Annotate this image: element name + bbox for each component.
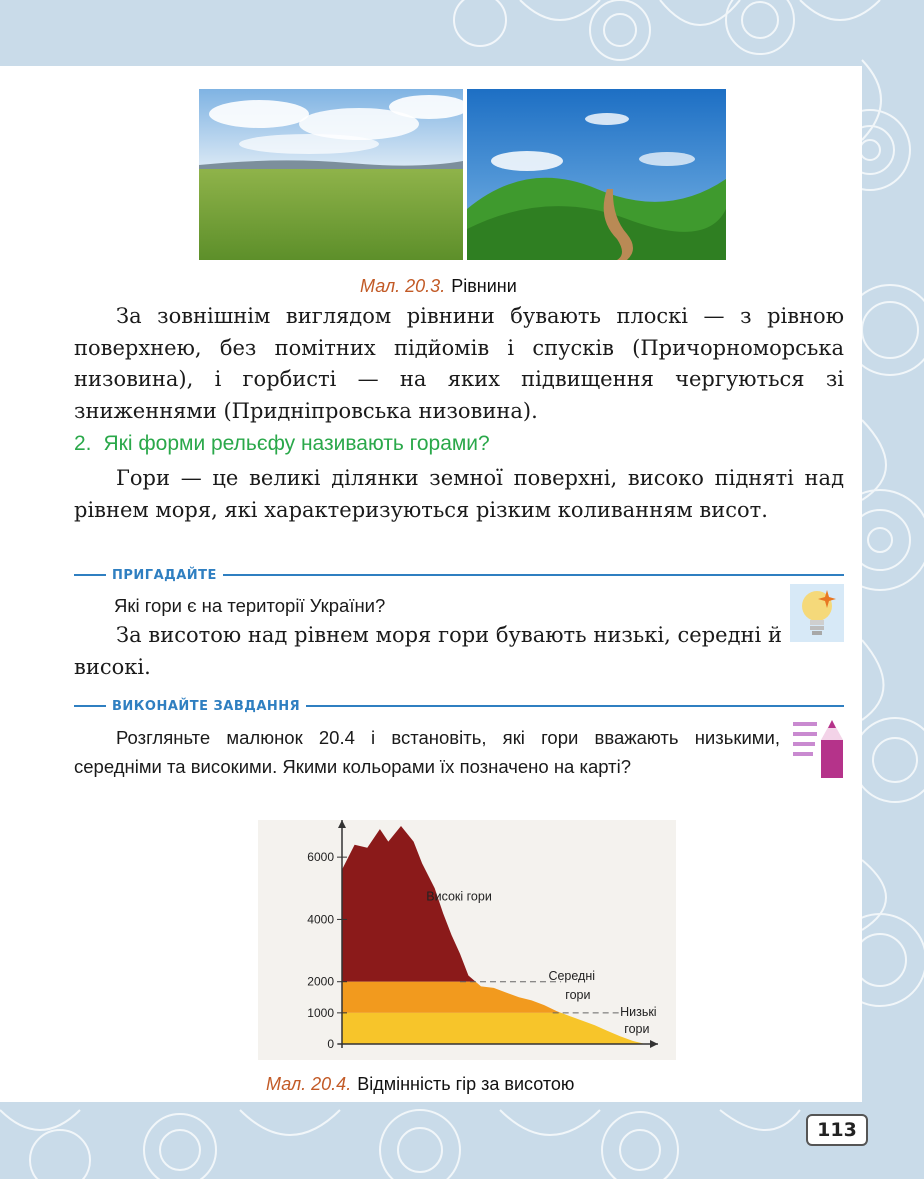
figure-number-2: Мал. 20.4. <box>266 1074 352 1094</box>
paragraph-mountains: Гори — це великі ділянки земної поверхні, високо підняті над рівнем моря, які характеризуються різким коливанням висот. <box>74 466 844 522</box>
low-mountains-label-line1: Низькі <box>620 1004 657 1019</box>
task-text: Розгляньте малюнок 20.4 і встановіть, які гори вважають низькими, середніми та високими. Якими кольорами їх позначено на карті? <box>74 727 780 777</box>
remember-label <box>74 565 844 585</box>
chart-canvas <box>258 820 676 1060</box>
section-number: 2. <box>74 432 92 455</box>
y-tick-label: 2000 <box>307 974 334 989</box>
paragraph-plains: За зовнішнім виглядом рівнини бувають плоскі — з рівною поверхнею, без помітних підйомів і спусків (Причорноморська низовина), і горбисті — на яких підвищення чергуються зі зниженнями (Придніпровська низовина). <box>74 304 844 423</box>
paragraph-heights: За висотою над рівнем моря гори бувають низькі, середні й високі. <box>74 623 782 679</box>
pencil-notes-icon <box>793 716 845 778</box>
figure-title: Рівнини <box>451 276 517 296</box>
page-number: 113 <box>806 1114 868 1146</box>
task-label <box>74 696 844 716</box>
remember-question: Які гори є на території України? <box>114 595 386 616</box>
section-heading <box>74 432 490 456</box>
y-tick-label: 6000 <box>307 850 334 865</box>
y-tick-label: 1000 <box>307 1005 334 1020</box>
figure-title-2: Відмінність гір за висотою <box>357 1074 575 1094</box>
high-mountains-label: Високі гори <box>426 889 492 904</box>
figure-number: Мал. 20.3. <box>360 276 446 296</box>
mountain-height-chart <box>258 820 676 1060</box>
flat-plain-photo <box>199 89 463 260</box>
mid-mountains-label-line2: гори <box>565 987 591 1002</box>
figure-caption-plains <box>360 276 517 297</box>
task-label-text: ВИКОНАЙТЕ ЗАВДАННЯ <box>112 698 301 714</box>
y-tick-label: 0 <box>327 1037 334 1051</box>
mid-mountains-label-line1: Середні <box>548 969 596 984</box>
section-title: Які форми рельєфу називають горами? <box>103 432 490 455</box>
low-mountains-label-line2: гори <box>624 1022 650 1037</box>
y-tick-label: 4000 <box>307 912 334 927</box>
lightbulb-icon <box>790 584 844 642</box>
remember-label-text: ПРИГАДАЙТЕ <box>112 567 217 583</box>
hilly-plain-photo <box>467 89 726 260</box>
figure-caption-mountains <box>266 1074 574 1095</box>
